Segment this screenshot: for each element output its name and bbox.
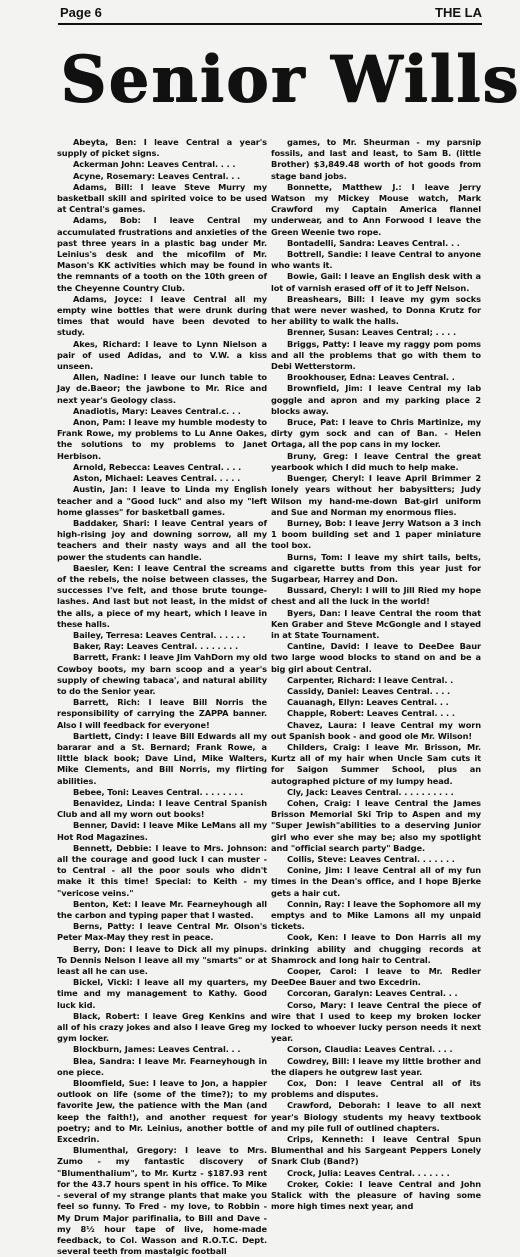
page-header (0, 0, 482, 24)
will-entry: Corso, Mary: I leave Central the piece of wire that I used to keep my broken locker locked to whoever lucky person needs it next year. (271, 999, 481, 1044)
will-entry: Childers, Craig: I leave Mr. Brisson, Mr. Kurtz all of my hair when Uncle Sam cuts it for Saigon Summer School, plus an autographed picture of my lumpy head. (271, 741, 481, 786)
will-entry: Blumenthal, Gregory: I leave to Mrs. Zumo - my fantastic discovery of "Blumenthalium", to Mr. Kurtz - $187.93 rent for the 43.7 hours spent in his office. To Mike - several of my strange plants that make you feel so funny. To Fred - my love, to Robbin - My Drum Major parifinalia, to Bill and Dave - my 8½ hour tape of live, home-made feedback, to Col. Wasson and R.O.T.C. Dept. several teeth from mastalgic football (57, 1145, 267, 1257)
will-entry: Baesler, Ken: I leave Central the screams of the rebels, the noise between classes, the successes I've felt, and those brute tounge-lashes. And last but not least, in the midst of the alls, a piece of my heart, which I leave in these halls. (57, 562, 267, 629)
will-entry: Cooper, Carol: I leave to Mr. Redler DeeDee Bauer and two Excedrin. (271, 966, 481, 988)
will-entry: Benavidez, Linda: I leave Central Spanish Club and all my worn out books! (57, 797, 267, 820)
will-entry: Bartlett, Cindy: I leave Bill Edwards all my bararar and a St. Bernard; Frank Rowe, a little black book; Dave Lind, Mike Walters, Mike Clements, and Bill Norris, my flirting abilities. (57, 730, 267, 786)
will-entry: Cauanagh, Ellyn: Leaves Central. . . (287, 697, 449, 708)
will-entry: Adams, Bob: I leave Central my accumulated frustrations and anxieties of the past three years in a plastic bag under Mr. Leinius's desk and the micofilm of Mr. Mason's KK activities which may be found in the remnants of a tooth on the 10th green of the Cheyenne Country Club. (57, 215, 267, 293)
will-entry: Conine, Jim: I leave Central all of my fun times in the Dean's office, and I hope Bjerke gets a hair cut. (271, 865, 481, 898)
will-entry: Allen, Nadine: I leave our lunch table to Jay de.Baeor; the jawbone to Mr. Rice and next year's Geology class. (57, 372, 267, 405)
will-entry: Acyne, Rosemary: Leaves Central. . . (73, 170, 241, 181)
will-entry: Black, Robert: I leave Greg Kenkins and all of his crazy jokes and also I leave Greg my gym locker. (57, 1010, 267, 1044)
will-entry: Austin, Jan: I leave to Linda my English teacher and a "Good luck" and also my "left home glasses" for basketball games. (57, 484, 267, 517)
will-entry: Berns, Patty: I leave Central Mr. Olson's Peter Max-May they rest in peace. (57, 921, 267, 943)
will-entry: Collis, Steve: Leaves Central. . . . . . . (287, 854, 455, 864)
will-entry: Baddaker, Shari: I leave Central years of high-rising joy and downing sorrow, all my teachers and their nasty ways and all the power the students can handle. (57, 517, 267, 562)
will-entry: Akes, Richard: I leave to Lynn Nielson a pair of used Adidas, and to V.W. a kiss unseen. (57, 338, 267, 372)
right-column (271, 137, 481, 1212)
will-entry: Cook, Ken: I leave to Don Harris all my drinking ability and chugging records at Shamrock and long hair to Central. (271, 932, 481, 965)
will-entry: Chapple, Robert: Leaves Central. . . . (287, 708, 455, 719)
will-entry: Benton, Ket: I leave Mr. Fearneyhough all the carbon and typing paper that I wasted. (57, 898, 267, 921)
will-entry: Anon, Pam: I leave my humble modesty to Frank Rowe, my problems to Lu Anne Oakes, the solutions to my problems to Janet Herbison. (57, 417, 267, 461)
will-entry: games, to Mr. Sheurman - my parsnip fossils, and last and least, to Sam B. (little Brother) $3,849.48 worth of hot goods from stage band jobs. (271, 137, 481, 181)
will-entry: Connin, Ray: I leave the Sophomore all my emptys and to Mike Lamons all my unpaid tickets. (271, 898, 481, 932)
will-entry: Cox, Don: I leave Central all of its problems and disputes. (271, 1078, 481, 1100)
will-entry: Blea, Sandra: I leave Mr. Fearneyhough in one piece. (57, 1055, 267, 1077)
will-entry: Crawford, Deborah: I leave to all next year's Biology students my heavy textbook and my pile full of outlined chapters. (271, 1100, 481, 1133)
will-entry: Cantine, David: I leave to DeeDee Baur two large wood blocks to stand on and be a big girl about Central. (271, 641, 481, 674)
will-entry: Berry, Don: I leave to Dick all my pinups. To Dennis Nelson I leave all my "smarts" or at least all he can use. (57, 943, 267, 977)
will-entry: Brookhouser, Edna: Leaves Central. . (287, 372, 455, 383)
will-entry: Buenger, Cheryl: I leave April Brimmer 2 lonely years without her babysitters; Judy Wilson my hand-me-down Bat-girl uniform and Sue and Norman my enormous flies. (271, 473, 481, 517)
will-entry: Benner, David: I leave Mike LeMans all my Hot Rod Magazines. (57, 820, 267, 842)
will-entry: Blockburn, James: Leaves Central. . . (73, 1044, 241, 1055)
will-entry: Ackerman John: Leaves Central. . . . (73, 159, 236, 170)
will-entry: Adams, Bill: I leave Steve Murry my basketball skill and spirited voice to be used at Central's games. (57, 181, 267, 215)
will-entry: Baker, Ray: Leaves Central. . . . . . . . (73, 641, 238, 652)
will-entry: Bonnette, Matthew J.: I leave Jerry Watson my Mickey Mouse watch, Mark Crawford my Captain America flannel underwear, and to Ann Forwood I leave the Green Weenie two rope. (271, 181, 481, 237)
will-entry: Barrett, Frank: I leave Jim VahDorn my old Cowboy boots, my barn scoop and a year's supply of chewing tabaca', and natural ability to do the Senior year. (57, 652, 267, 696)
will-entry: Cohen, Craig: I leave Central the James Brisson Memorial Ski Trip to Aspen and my "Super Jewish"abilities to a deserving Junior girl who ever she may be; also my spotlight and "official search party" Badge. (271, 797, 481, 853)
will-entry: Briggs, Patty: I leave my raggy pom poms and all the problems that go with them to Debi Wetterstorm. (271, 338, 481, 372)
left-column (57, 137, 267, 1257)
will-entry: Carpenter, Richard: I leave Central. . (287, 674, 454, 685)
will-entry: Abeyta, Ben: I leave Central a year's supply of picket signs. (57, 137, 267, 159)
will-entry: Cly, Jack: Leaves Central. . . . . . . . . . (287, 786, 454, 797)
will-entry: Arnold, Rebecca: Leaves Central. . . . (73, 461, 242, 472)
will-entry: Croker, Cokie: I leave Central and John Stalick with the pleasure of having some more high times next year, and (271, 1178, 481, 1212)
will-entry: Corson, Claudia: Leaves Central. . . . (287, 1044, 453, 1055)
will-entry: Burney, Bob: I leave Jerry Watson a 3 inch 1 boom building set and 1 paper miniature tool box. (271, 517, 481, 551)
page-number: Page 6 (60, 5, 102, 20)
will-entry: Bloomfield, Sue: I leave to Jon, a happier outlook on life (some of the time?); to my favorite Jew, the patience with the Man (and keep the faith!), and another request for poetry; and to Mr. Leinius, another bottle of Excedrin. (57, 1078, 267, 1145)
will-entry: Bontadelli, Sandra: Leaves Central. . . (287, 237, 460, 248)
will-entry: Brownfield, Jim: I leave Central my lab goggle and apron and my parking place 2 blocks away. (271, 383, 481, 416)
will-entry: Burns, Tom: I leave my shirt tails, belts, and cigarette butts from this year just for Sugarbear, Harrey and Don. (271, 551, 481, 584)
will-entry: Bruce, Pat: I leave to Chris Martinize, my dirty gym sock and can of Ban. - Helen Ortaga, all the pop cans in my locker. (271, 417, 481, 450)
will-entry: Anadiotis, Mary: Leaves Central.c. . . (73, 405, 241, 416)
will-entry: Corcoran, Garalyn: Leaves Central. . . (287, 988, 458, 999)
will-entry: Bickel, Vicki: I leave all my quarters, my time and my management to Kathy. Good luck kid. (57, 977, 267, 1010)
will-entry: Crips, Kenneth: I leave Central Spun Blumenthal and his Sargeant Peppers Lonely Snark Club (Band?) (271, 1134, 481, 1167)
will-entry: Barrett, Rich: I leave Bill Norris the responsibility of carrying the ZAPPA banner. Also I will feedback for everyone! (57, 697, 267, 730)
will-entry: Bennett, Debbie: I leave to Mrs. Johnson: all the courage and good luck I can muster - to Central - all the poor souls who didn't make it this time! Special: to Keith - my "vericose veins." (57, 842, 267, 898)
will-entry: Bottrell, Sandie: I leave Central to anyone who wants it. (271, 249, 481, 271)
will-entry: Cassidy, Daniel: Leaves Central. . . . (287, 685, 451, 696)
header-rule (58, 23, 482, 25)
will-entry: Crock, Julia: Leaves Central. . . . . . . (287, 1167, 450, 1178)
will-entry: Bruny, Greg: I leave Central the great yearbook which I did much to help make. (271, 450, 481, 472)
will-entry: Byers, Dan: I leave Central the room that Ken Graber and Steve McGongle and I stayed in at State Tournament. (271, 607, 481, 640)
will-entry: Bailey, Terresa: Leaves Central. . . . . . (73, 629, 246, 640)
will-entry: Aston, Michael: Leaves Central. . . . . (73, 473, 241, 484)
section-title: Senior Wills (60, 42, 520, 117)
will-entry: Chavez, Laura: I leave Central my worn out Spanish book - and good ole Mr. Wilson! (271, 719, 481, 741)
will-entry: Cowdrey, Bill: I leave my little brother and the diapers he outgrew last year. (271, 1055, 481, 1077)
will-entry: Bussard, Cheryl: I will to Jill Ried my hope chest and all the luck in the world! (271, 585, 481, 607)
will-entry: Adams, Joyce: I leave Central all my empty wine bottles that were drunk during times that would have been devoted to study. (57, 293, 267, 338)
will-entry: Breashears, Bill: I leave my gym socks that were never washed, to Donna Krutz for her ability to walk the halls. (271, 293, 481, 327)
publication-name: THE LA (435, 5, 482, 20)
will-entry: Bowie, Gail: I leave an English desk with a lot of varnish erased off of it to Jeff Nelson. (271, 271, 481, 293)
will-entry: Bebee, Toni: Leaves Central. . . . . . . . (73, 786, 244, 797)
will-entry: Brenner, Susan: Leaves Central; . . . . (287, 327, 457, 338)
